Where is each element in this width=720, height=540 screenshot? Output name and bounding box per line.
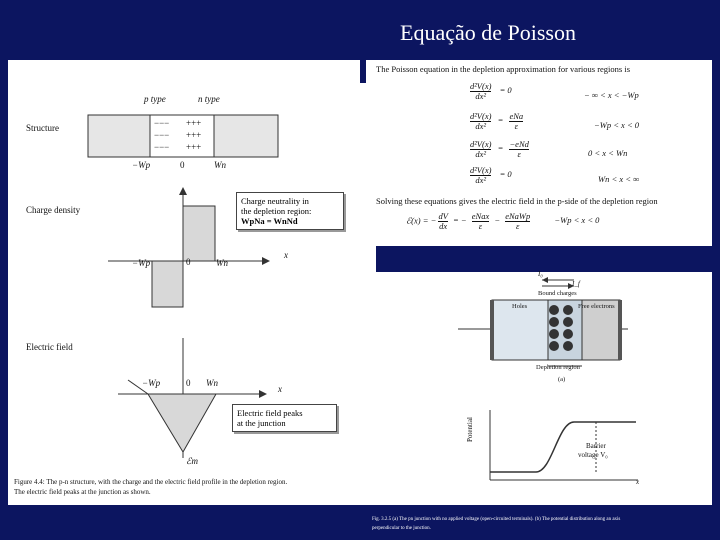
potential-label: Potential	[466, 417, 474, 442]
field-eq-t1-den: ε	[478, 221, 483, 231]
poisson-heading: The Poisson equation in the depletion approximation for various regions is	[376, 64, 631, 74]
eq3-eq: =	[497, 143, 504, 154]
neg-ions-row-1: −−−	[154, 118, 170, 128]
wn-label: Wn	[214, 160, 226, 170]
bound-charges-label: Bound charges	[538, 290, 577, 297]
neutrality-line-2: the depletion region:	[241, 206, 312, 216]
peak-line-2: at the junction	[237, 418, 286, 428]
field-x-label: x	[278, 384, 282, 394]
eq1	[470, 82, 512, 101]
pos-ions-row-1: +++	[186, 118, 202, 128]
poisson-panel	[366, 60, 712, 246]
neutrality-line-3: WpNa = WnNd	[241, 216, 298, 226]
eq3	[470, 140, 529, 159]
charge-density-label: Charge density	[26, 205, 81, 215]
eq4	[470, 166, 512, 185]
peak-line-1: Electric field peaks	[237, 408, 303, 418]
field-triangle	[148, 394, 216, 452]
eq2-range: −Wp < x < 0	[594, 120, 640, 130]
eq4-den: dx²	[475, 175, 486, 185]
eq1-den: dx²	[475, 91, 486, 101]
barrier-line-1: Barrier	[586, 442, 606, 450]
eq1-num: d²V(x)	[470, 81, 492, 91]
i0-label: I₀	[538, 270, 543, 278]
eq4-num: d²V(x)	[470, 165, 492, 175]
field-zero-label: 0	[186, 378, 191, 388]
slide-title: Equação de Poisson	[400, 20, 576, 45]
figure-caption-line-2: The electric field peaks at the junction as shown.	[14, 488, 151, 496]
figure-a-label: (a)	[558, 376, 566, 383]
p-type-label: p type	[144, 94, 166, 104]
pn-caption-line-2: perpendicular to the junction.	[372, 526, 431, 531]
left-band	[0, 0, 8, 540]
field-eq-range: −Wp < x < 0	[554, 215, 600, 226]
charge-wp-label: −Wp	[132, 258, 151, 268]
field-wn-label: Wn	[206, 378, 218, 388]
pos-ions-row-2: +++	[186, 130, 202, 140]
electric-field-label: Electric field	[26, 342, 73, 352]
eq3-rhs-den: ε	[517, 149, 521, 159]
eq2-rhs-den: ε	[514, 121, 518, 131]
wp-label: −Wp	[132, 160, 151, 170]
field-eq-t2-den: ε	[516, 221, 520, 231]
neutrality-line-1: Charge neutrality in	[241, 196, 309, 206]
structure-label: Structure	[26, 123, 59, 133]
holes-label: Holes	[512, 303, 528, 310]
bottom-band	[0, 505, 720, 540]
eq3-range: 0 < x < Wn	[588, 148, 628, 158]
potential-x-label: x	[636, 478, 640, 486]
eq3-rhs-num: −eNd	[509, 139, 529, 149]
solving-text: Solving these equations gives the electric field in the p-side of the depletion region	[376, 196, 658, 206]
field-eq-dv: dV	[438, 211, 448, 221]
charge-x-label: x	[284, 250, 288, 260]
charge-wn-label: Wn	[216, 258, 228, 268]
field-eq-t2-num: eNaWp	[505, 211, 531, 221]
field-eq-t1-num: eNax	[471, 211, 490, 221]
pn-junction-figure	[366, 272, 712, 505]
zero-label: 0	[180, 160, 185, 170]
pn-junction-graphics	[366, 272, 712, 505]
depletion-region-label: Depletion region	[536, 364, 580, 371]
mid-band	[376, 246, 720, 272]
eq4-rhs: = 0	[499, 169, 512, 180]
left-figure	[8, 60, 360, 505]
eq2-eq: =	[497, 115, 504, 126]
figure-caption-line-1: Figure 4.4: The p-n structure, with the charge and the electric field profile in the depletion region.	[14, 478, 288, 486]
eq4-range: Wn < x < ∞	[598, 174, 640, 184]
neg-ions-row-3: −−−	[154, 142, 170, 152]
left-figure-graphics	[8, 60, 360, 505]
pn-caption-line-1: Fig. 3.2.5 (a) The pn junction with no applied voltage (open-circuited terminals). (b) The potential distribution along an axis	[372, 517, 621, 522]
neutrality-box	[236, 192, 344, 230]
field-eq-dx: dx	[439, 221, 448, 231]
eq3-den: dx²	[475, 149, 486, 159]
charge-zero-label: 0	[186, 257, 191, 267]
field-equation: ℰ(x) = − $\frac{dV}{dx}$ = − $\frac{\text{eNax}}{\varepsilon}$ − $\frac{\text{eNaWp}}{\varepsilon}$ −Wp < x < 0	[406, 211, 600, 231]
field-peak-box	[232, 404, 337, 432]
negative-charge-block	[152, 261, 183, 307]
eq2	[470, 112, 523, 131]
free-electrons-label: Free electrons	[578, 303, 615, 310]
potential-curve	[490, 422, 636, 472]
if-label: I_f	[572, 280, 580, 288]
eq2-rhs-num: eNa	[509, 111, 524, 121]
positive-charge-block	[183, 206, 215, 261]
eq1-range: − ∞ < x < −Wp	[584, 90, 639, 100]
eq1-rhs: = 0	[499, 85, 512, 96]
pos-ions-row-3: +++	[186, 142, 202, 152]
field-wp-label: −Wp	[142, 378, 161, 388]
field-eq-lhs: ℰ(x) = −	[406, 215, 437, 226]
eq2-num: d²V(x)	[470, 111, 492, 121]
eq2-den: dx²	[475, 121, 486, 131]
eq3-num: d²V(x)	[470, 139, 492, 149]
barrier-line-2: voltage V₀	[578, 451, 608, 459]
em-label: ℰm	[186, 456, 198, 466]
n-type-label: n type	[198, 94, 220, 104]
neg-ions-row-2: −−−	[154, 130, 170, 140]
